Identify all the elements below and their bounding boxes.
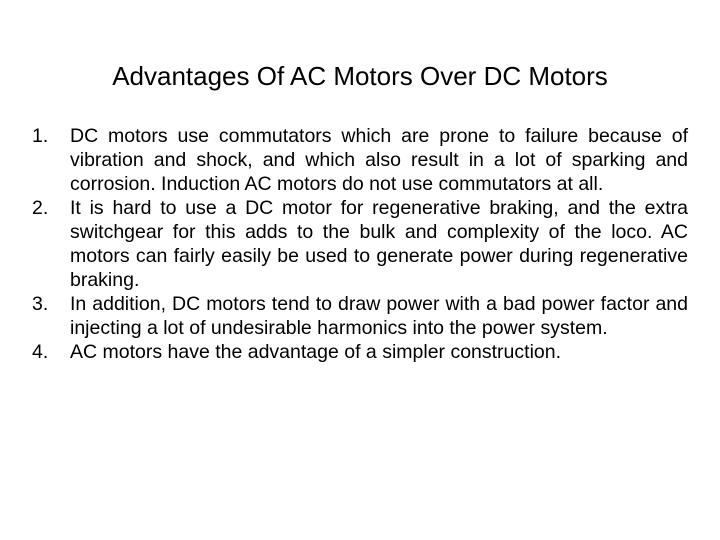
list-item <box>32 124 688 196</box>
advantages-list <box>32 124 688 364</box>
list-item-text: AC motors have the advantage of a simpler construction. <box>70 341 562 363</box>
list-item <box>32 340 688 364</box>
list-item-text: In addition, DC motors tend to draw power with a bad power factor and injecting a lot of undesirable harmonics into the power system. <box>70 293 688 339</box>
list-item-number: 2. <box>32 197 49 219</box>
list-item <box>32 292 688 340</box>
list-item-text: DC motors use commutators which are prone to failure because of vibration and shock, and which also result in a lot of sparking and corrosion. Induction AC motors do not use commutators at all. <box>70 125 688 195</box>
slide-title: Advantages Of AC Motors Over DC Motors <box>112 61 608 91</box>
list-item-number: 3. <box>32 293 49 315</box>
list-item-number: 4. <box>32 341 49 363</box>
list-item-number: 1. <box>32 125 49 147</box>
list-item <box>32 196 688 292</box>
list-item-text: It is hard to use a DC motor for regenerative braking, and the extra switchgear for this adds to the bulk and complexity of the loco. AC motors can fairly easily be used to generate power during regenerative braking. <box>70 197 688 291</box>
